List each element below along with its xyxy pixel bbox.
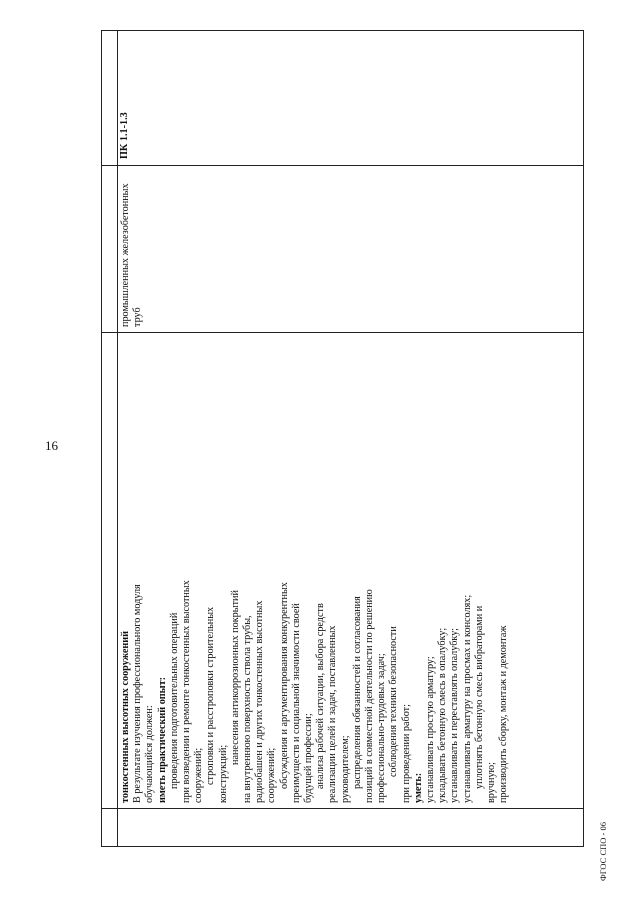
skills-line: укладывать бетонную смесь в опалубку; [437, 627, 449, 803]
skills-line: устанавливать простую арматуру; [425, 656, 437, 803]
document-table [101, 35, 640, 847]
intro-line-2: обучающийся должен: [144, 705, 156, 803]
cell-empty-top-b [102, 333, 118, 809]
practice-line: позиций в совместной деятельности по решению [364, 589, 376, 803]
competency-code: ПК 1.1-1.3 [119, 112, 130, 159]
practice-line: при возведении и ремонте тонкостенных высотных [181, 580, 193, 803]
cell-empty-top-a [102, 809, 118, 847]
cell-empty-a [118, 809, 584, 847]
skills-line: устанавливать и переставлять опалубку; [449, 627, 461, 803]
practice-line: конструкций; [217, 744, 229, 803]
practice-line: реализации целей и задач, поставленных [327, 625, 339, 803]
practice-line: проведения подготовительных операций [168, 612, 180, 789]
cell-competency [118, 31, 584, 166]
practice-line: при проведении работ; [400, 704, 412, 803]
footer-label: ФГОС СПО - 06 [598, 822, 608, 881]
practice-line: профессионально-трудовых задач; [376, 653, 388, 803]
practice-line: соблюдения техники безопасности [388, 626, 400, 777]
practice-line: сооружений; [193, 747, 205, 803]
skills-line: вручную; [486, 762, 498, 803]
cell-content [118, 333, 584, 809]
practice-line: сооружений; [266, 747, 278, 803]
practice-line: преимуществ и социальной значимости своей [290, 603, 302, 803]
cell-empty-top-c [102, 166, 118, 333]
skills-label: уметь: [412, 772, 424, 803]
practice-line: распределения обязанностей и согласования [351, 596, 363, 789]
content-heading: тонкостенных высотных сооружений [120, 630, 131, 803]
practice-line: будущей профессии; [303, 713, 315, 803]
practice-line: руководителем; [339, 735, 351, 803]
practice-line: анализа рабочей ситуации, выбора средств [315, 603, 327, 789]
rotated-table-frame [101, 35, 584, 847]
competency-table [101, 30, 584, 847]
page-number: 16 [45, 438, 58, 453]
table-row-top [102, 31, 118, 847]
skills-line: устанавливать арматуру на просмах и консолях; [461, 594, 473, 803]
cell-section-title [118, 166, 584, 333]
practice-line: радиобашен и других тонкостенных высотных [254, 600, 266, 803]
intro-line-1: В результате изучения профессионального модуля [132, 584, 144, 803]
practice-line: на внутреннюю поверхность ствола трубы, [242, 615, 254, 803]
cell-empty-top-d [102, 31, 118, 166]
practice-line: нанесения антикоррозионных покрытий [229, 590, 241, 765]
skills-line: уплотнять бетонную смесь вибраторами и [473, 605, 485, 789]
practice-line: обсуждения и аргументирования конкурентных [278, 582, 290, 789]
section-title: промышленных железобетонных труб [120, 183, 144, 327]
skills-line: производить сборку, монтаж и демонтаж [498, 625, 510, 803]
table-row-main [118, 31, 584, 847]
practice-line: строповки и расстроповки строительных [205, 606, 217, 785]
practice-label: иметь практический опыт: [156, 676, 168, 803]
